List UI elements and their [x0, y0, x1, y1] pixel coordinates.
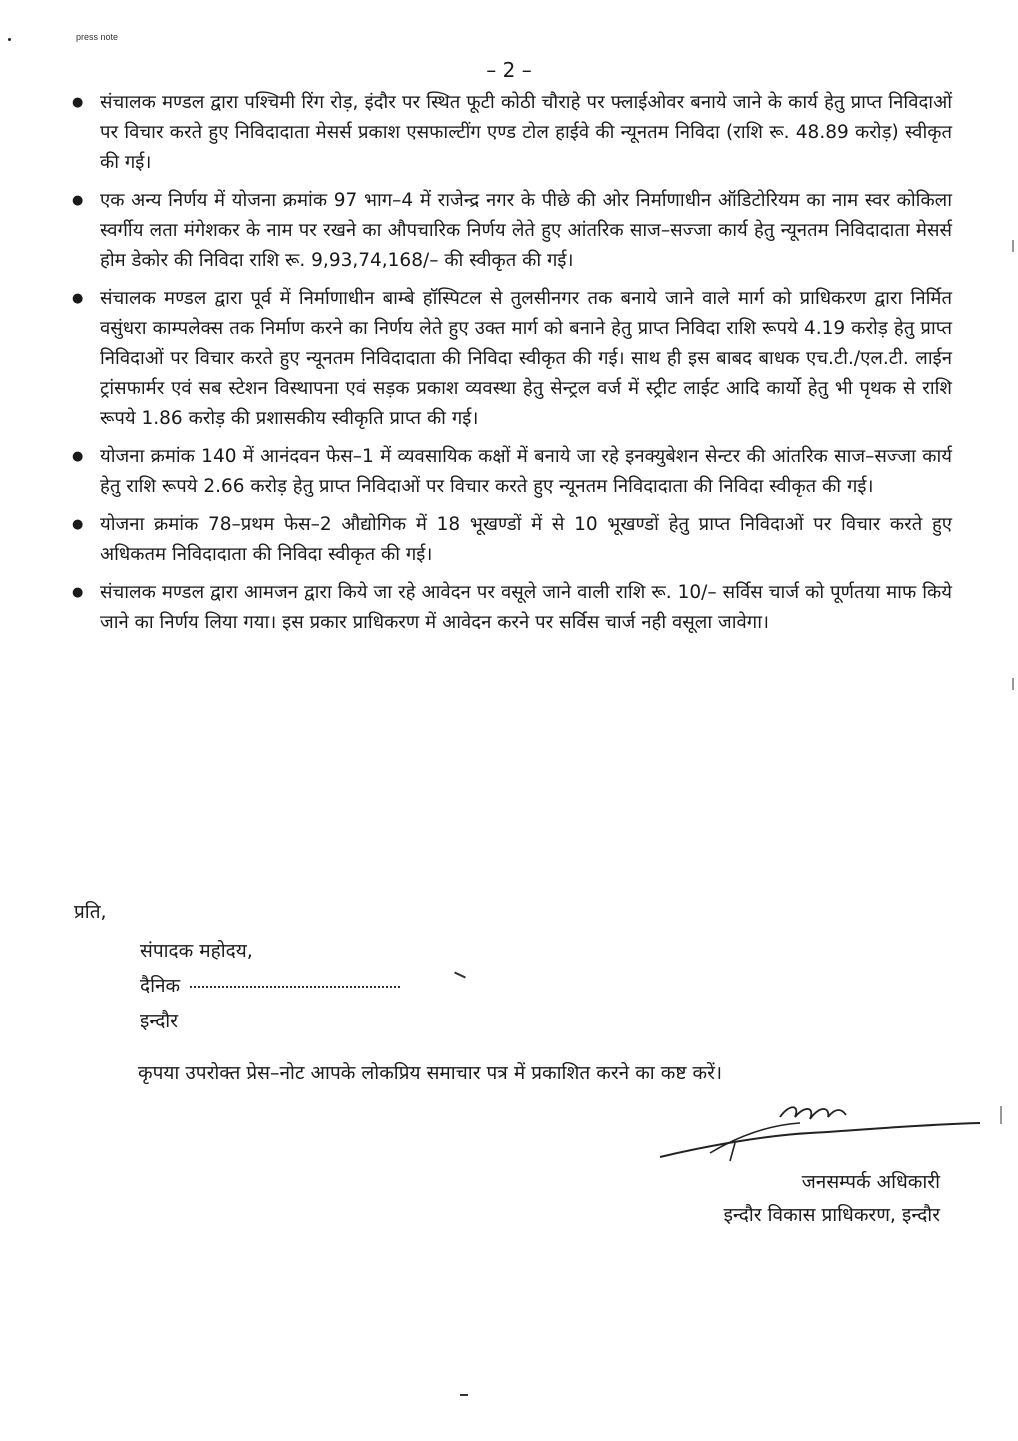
- decision-item: ● एक अन्य निर्णय में योजना क्रमांक 97 भाग–4 में राजेन्द्र नगर के पीछे की ओर निर्माणाधीन ऑडिटोरियम का नाम स्वर कोकिला स्वर्गीय लता मंगेशकर के नाम पर रखने का औपचारिक निर्णय लेते हुए आंतरिक साज–सज्जा कार्य हेतु न्यूनतम निविदादाता मेसर्स होम डेकोर की निविदा राशि रू. 9,93,74,168/– की स्वीकृत की गई।: [70, 186, 952, 276]
- recipient-newspaper-label: दैनिक: [140, 975, 181, 997]
- recipient-newspaper-line: [140, 969, 400, 1004]
- signatory-organization: इन्दौर विकास प्राधिकरण, इन्दौर: [723, 1204, 940, 1226]
- decision-item: ● योजना क्रमांक 78–प्रथम फेस–2 औद्योगिक में 18 भूखण्डों में से 10 भूखण्डों हेतु प्राप्त निविदाओं पर विचार करते हुए अधिकतम निविदादाता की निविदा स्वीकृत की गई।: [70, 510, 952, 570]
- scan-mark: [1000, 1106, 1002, 1124]
- blank-fill-line: [190, 986, 400, 988]
- decision-item: ● योजना क्रमांक 140 में आनंदवन फेस–1 में व्यवसायिक कक्षों में बनाये जा रहे इनक्युबेशन सेन्टर की आंतरिक साज–सज्जा कार्य हेतु राशि रूपये 2.66 करोड़ हेतु प्राप्त निविदाओं पर विचार करते हुए न्यूनतम निविदादाता की निविदा स्वीकृत की गई।: [70, 442, 952, 502]
- press-note-label: press note: [76, 32, 119, 42]
- decision-item: ● संचालक मण्डल द्वारा आमजन द्वारा किये जा रहे आवेदन पर वसूले जाने वाली राशि रू. 10/– सर्विस चार्ज को पूर्णतया माफ किये जाने का निर्णय लिया गया। इस प्रकार प्राधिकरण में आवेदन करने पर सर्विस चार्ज नही वसूला जावेगा।: [70, 578, 952, 638]
- signatory-designation: जनसम्पर्क अधिकारी: [801, 1171, 940, 1193]
- scan-mark: [1012, 678, 1014, 690]
- scan-mark: [460, 1394, 468, 1396]
- decision-list: [70, 88, 952, 646]
- recipient-address: [140, 934, 400, 1039]
- decision-item: ● संचालक मण्डल द्वारा पश्चिमी रिंग रोड़, इंदौर पर स्थित फूटी कोठी चौराहे पर फ्लाईओवर बनाये जाने के कार्य हेतु प्राप्त निविदाओं पर विचार करते हुए निविदादाता मेसर्स प्रकाश एसफाल्टींग एण्ड टोल हाईवे की न्यूनतम निविदा (राशि रू. 48.89 करोड़) स्वीकृत की गई।: [70, 88, 952, 178]
- recipient-city: इन्दौर: [140, 1010, 178, 1032]
- recipient-editor: संपादक महोदय,: [140, 940, 253, 962]
- scan-mark: [1012, 240, 1014, 252]
- decision-item: ● संचालक मण्डल द्वारा पूर्व में निर्माणाधीन बाम्बे हॉस्पिटल से तुलसीनगर तक बनाये जाने वाले मार्ग को प्राधिकरण द्वारा निर्मित वसुंधरा काम्पलेक्स तक निर्माण करने का निर्णय लेते हुए उक्त मार्ग को बनाने हेतु प्राप्त निविदा राशि रूपये 4.19 करोड़ हेतु प्राप्त निविदाओं पर विचार करते हुए न्यूनतम निविदादाता की निविदा स्वीकृत की गई। साथ ही इस बाबद बाधक एच.टी./एल.टी. लाईन ट्रांसफार्मर एवं सब स्टेशन विस्थापना एवं सड़क प्रकाश व्यवस्था हेतु सेन्ट्रल वर्ज में स्ट्रीट लाईट आदि कार्यो हेतु भी पृथक से राशि रूपये 1.86 करोड़ की प्रशासकीय स्वीकृति प्राप्त की गई।: [70, 284, 952, 434]
- scan-mark: [454, 972, 466, 979]
- page-number: – 2 –: [486, 58, 532, 82]
- publication-request: कृपया उपरोक्त प्रेस–नोट आपके लोकप्रिय समाचार पत्र में प्रकाशित करने का कष्ट करें।: [138, 1062, 723, 1084]
- signature-image: [650, 1095, 990, 1175]
- signature-block: [600, 1166, 940, 1232]
- corner-mark: [8, 38, 11, 41]
- recipient-prefix: प्रति,: [74, 901, 107, 923]
